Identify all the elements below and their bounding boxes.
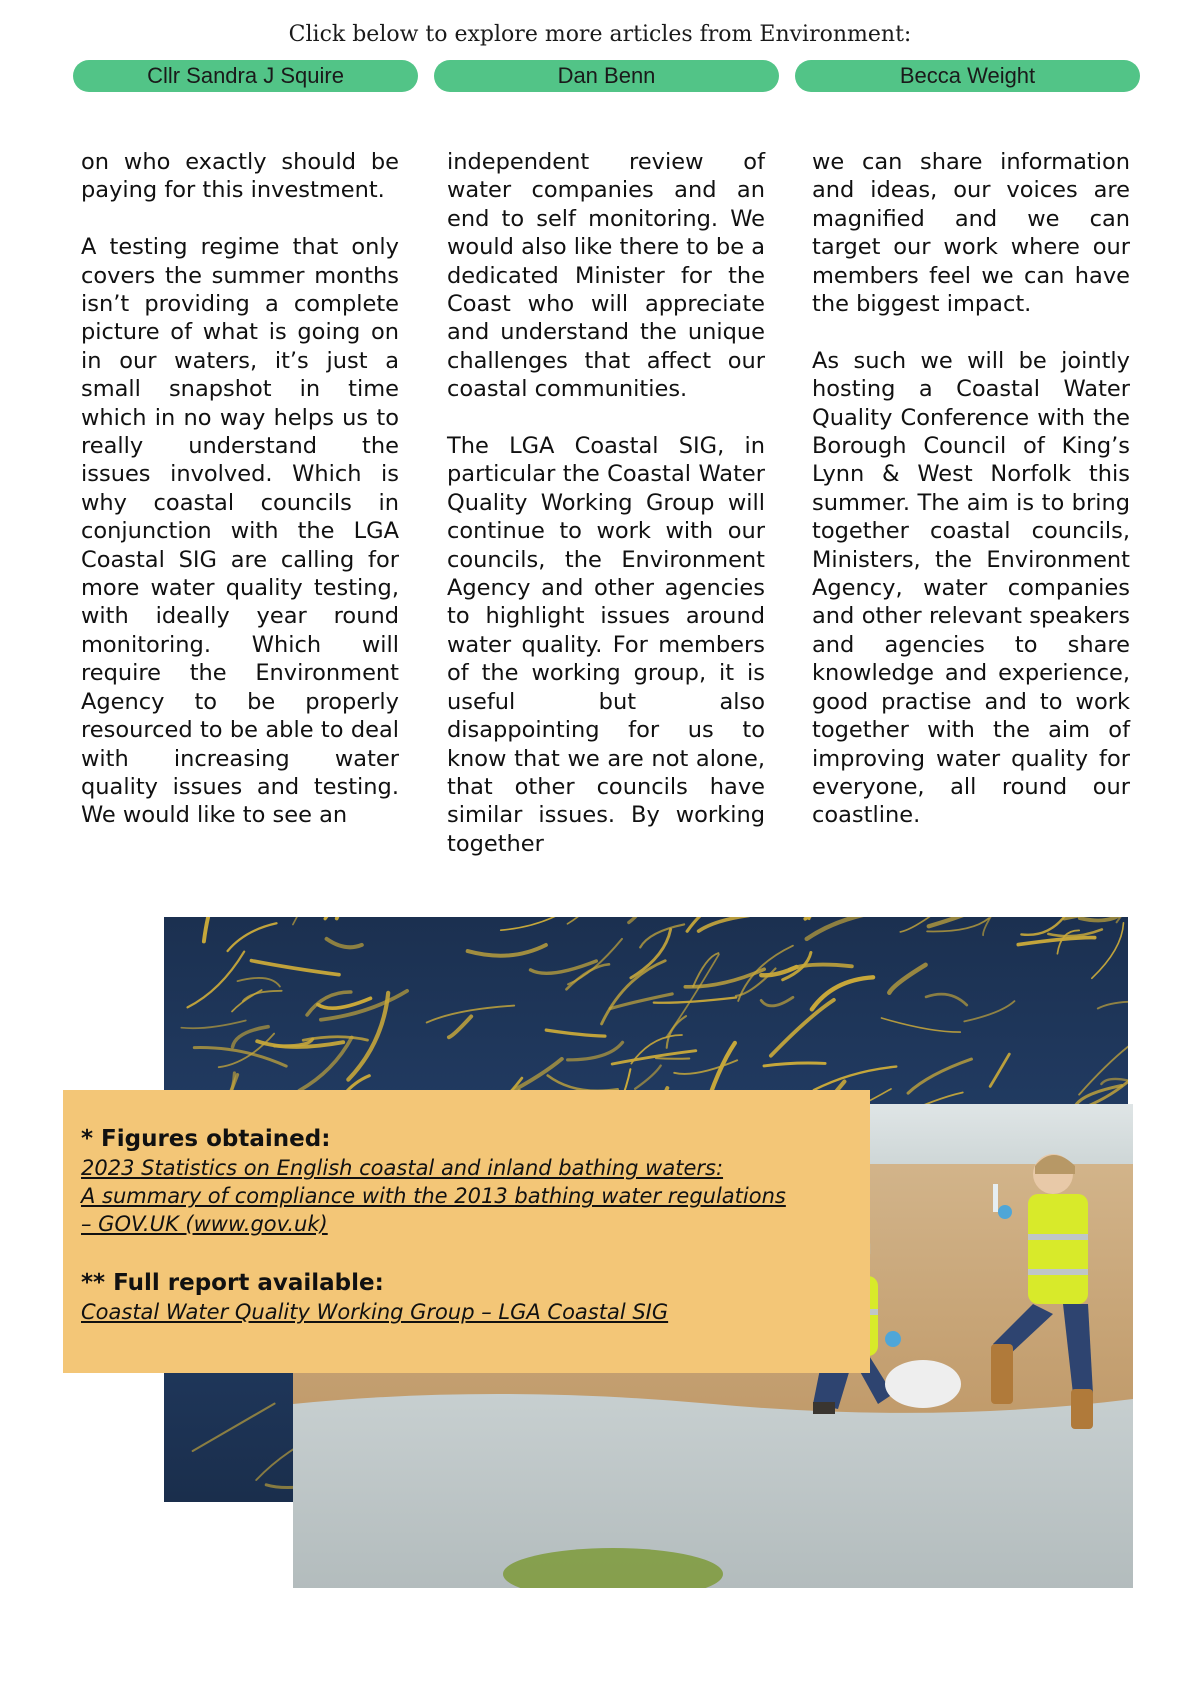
report-link[interactable]: Coastal Water Quality Working Group – LGA Coastal SIG xyxy=(81,1300,669,1324)
paragraph: independent review of water companies and an end to self monitoring. We would also like there to be a dedicated Minister for the Coast who will appreciate and understand the unique challenges that affect our coastal communities. xyxy=(447,149,765,403)
paragraph: A testing regime that only covers the summer months isn’t providing a complete picture of what is going on in our waters, it’s just a small snapshot in time which in no way helps us to really understand the issues involved. Which is why coastal councils in conjunction with the LGA Coastal SIG are calling for more water quality testing, with ideally year round monitoring. Which will require the Environment Agency to be properly resourced to be able to deal with increasing water quality issues and testing. We would like to see an xyxy=(81,234,399,829)
figures-link-line-2[interactable]: A summary of compliance with the 2013 bathing water regulations xyxy=(81,1184,786,1208)
seaweed-strand xyxy=(656,1058,689,1059)
paragraph: The LGA Coastal SIG, in particular the Coastal Water Quality Working Group will continue to work with our councils, the Environment Agency and other agencies to highlight issues around water quality. For members of the working group, it is useful but also disappointing for us to know that we are not alone, that other councils have similar issues. By working together xyxy=(447,433,765,857)
paragraph: we can share information and ideas, our voices are magnified and we can target our work where our members feel we can have the biggest impact. xyxy=(812,149,1130,318)
nav-button-dan-benn[interactable]: Dan Benn xyxy=(434,60,779,92)
article-column-1 xyxy=(81,148,399,830)
figures-heading: * Figures obtained: xyxy=(81,1126,331,1152)
nav-button-becca-weight[interactable]: Becca Weight xyxy=(795,60,1140,92)
paragraph: on who exactly should be paying for this investment. xyxy=(81,149,399,204)
sources-info-box xyxy=(63,1090,870,1373)
report-heading: ** Full report available: xyxy=(81,1270,384,1296)
page-header: Click below to explore more articles from Environment: xyxy=(288,22,912,47)
nav-button-sandra-squire[interactable]: Cllr Sandra J Squire xyxy=(73,60,418,92)
figures-link-line-1[interactable]: 2023 Statistics on English coastal and inland bathing waters: xyxy=(81,1156,724,1180)
figures-link-line-3[interactable]: – GOV.UK (www.gov.uk) xyxy=(81,1212,328,1236)
article-column-2 xyxy=(447,148,765,858)
paragraph: As such we will be jointly hosting a Coastal Water Quality Conference with the Borough Council of King’s Lynn & West Norfolk this summer. The aim is to bring together coastal councils, Ministers, the Environment Agency, water companies and other relevant speakers and agencies to share knowledge and experience, good practise and to work together with the aim of improving water quality for everyone, all round our coastline. xyxy=(812,347,1130,829)
article-column-3 xyxy=(812,148,1130,830)
